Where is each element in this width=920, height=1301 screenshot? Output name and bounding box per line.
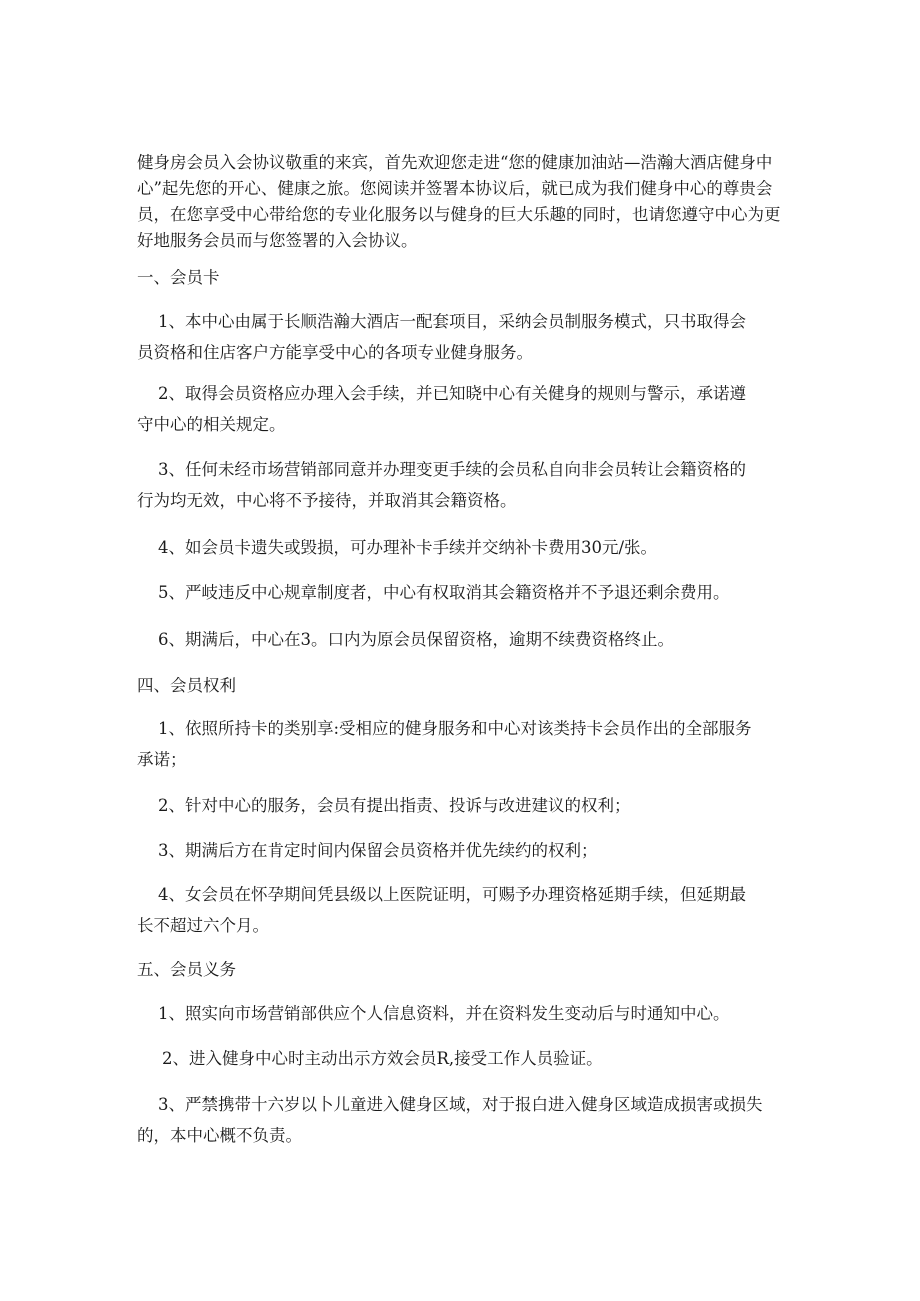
clause-4-4-line-2: 长不超过六个月。 [137, 916, 269, 935]
section-heading-member-obligations: 五、会员义务 [137, 960, 236, 979]
clause-1-2-line-1: 2、取得会员资格应办理入会手续，并已知晓中心有关健身的规则与警示，承诺遵 [158, 384, 746, 403]
section-heading-membership-card: 一、会员卡 [137, 268, 220, 287]
clause-4-4-line-1: 4、女会员在怀孕期间凭县级以上医院证明，可赐予办理资格延期手续，但延期最 [158, 885, 746, 904]
clause-1-5: 5、严岐违反中心规章制度者，中心有权取消其会籍资格并不予退还剩余费用。 [158, 583, 730, 602]
clause-5-1: 1、照实向市场营销部供应个人信息资料，并在资料发生变动后与时通知中心。 [158, 1004, 730, 1023]
clause-1-6: 6、期满后，中心在3。口内为原会员保留资格，逾期不续费资格终止。 [158, 630, 674, 649]
clause-1-3-line-2: 行为均无效，中心将不予接待，并取消其会籍资格。 [137, 491, 517, 510]
clause-5-2: 2、进入健身中心时主动出示方效会员R,接受工作人员验证。 [162, 1049, 603, 1068]
clause-1-3-line-1: 3、任何未经市场营销部同意并办理变更手续的会员私自向非会员转让会籍资格的 [158, 460, 746, 479]
clause-4-2: 2、针对中心的服务，会员有提出指责、投诉与改进建议的权利； [158, 796, 631, 815]
intro-paragraph: 健身房会员入会协议敬重的来宾，首先欢迎您走进“您的健康加油站—浩瀚大酒店健身中心”起先您的开心、健康之旅。您阅读并签署本协议后，就已成为我们健身中心的尊贵会员，在您享受中心带给您的专业化服务以与健身的巨大乐趣的同时，也请您遵守中心为更好地服务会员而与您签署的入会协议。 [137, 153, 781, 250]
clause-1-1-line-2: 员资格和住店客户方能享受中心的各项专业健身服务。 [137, 343, 533, 362]
clause-4-1-line-2: 承诺； [137, 750, 187, 769]
section-heading-member-rights: 四、会员权利 [137, 676, 236, 695]
clause-1-1-line-1: 1、本中心由属于长顺浩瀚大酒店一配套项目，采纳会员制服务模式，只书取得会 [158, 312, 746, 331]
clause-5-3-line-1: 3、严禁携带十六岁以卜儿童进入健身区域，对于报白进入健身区域造成损害或损失 [158, 1095, 763, 1114]
clause-4-3: 3、期满后方在肯定时间内保留会员资格并优先续约的权利； [158, 841, 598, 860]
clause-5-3-line-2: 的，本中心概不负责。 [137, 1126, 302, 1145]
clause-1-4: 4、如会员卡遗失或毁损，可办理补卡手续并交纳补卡费用30元/张。 [158, 538, 658, 557]
clause-1-2-line-2: 守中心的相关规定。 [137, 415, 286, 434]
clause-4-1-line-1: 1、依照所持卡的类别享:受相应的健身服务和中心对该类持卡会员作出的全部服务 [158, 719, 752, 738]
